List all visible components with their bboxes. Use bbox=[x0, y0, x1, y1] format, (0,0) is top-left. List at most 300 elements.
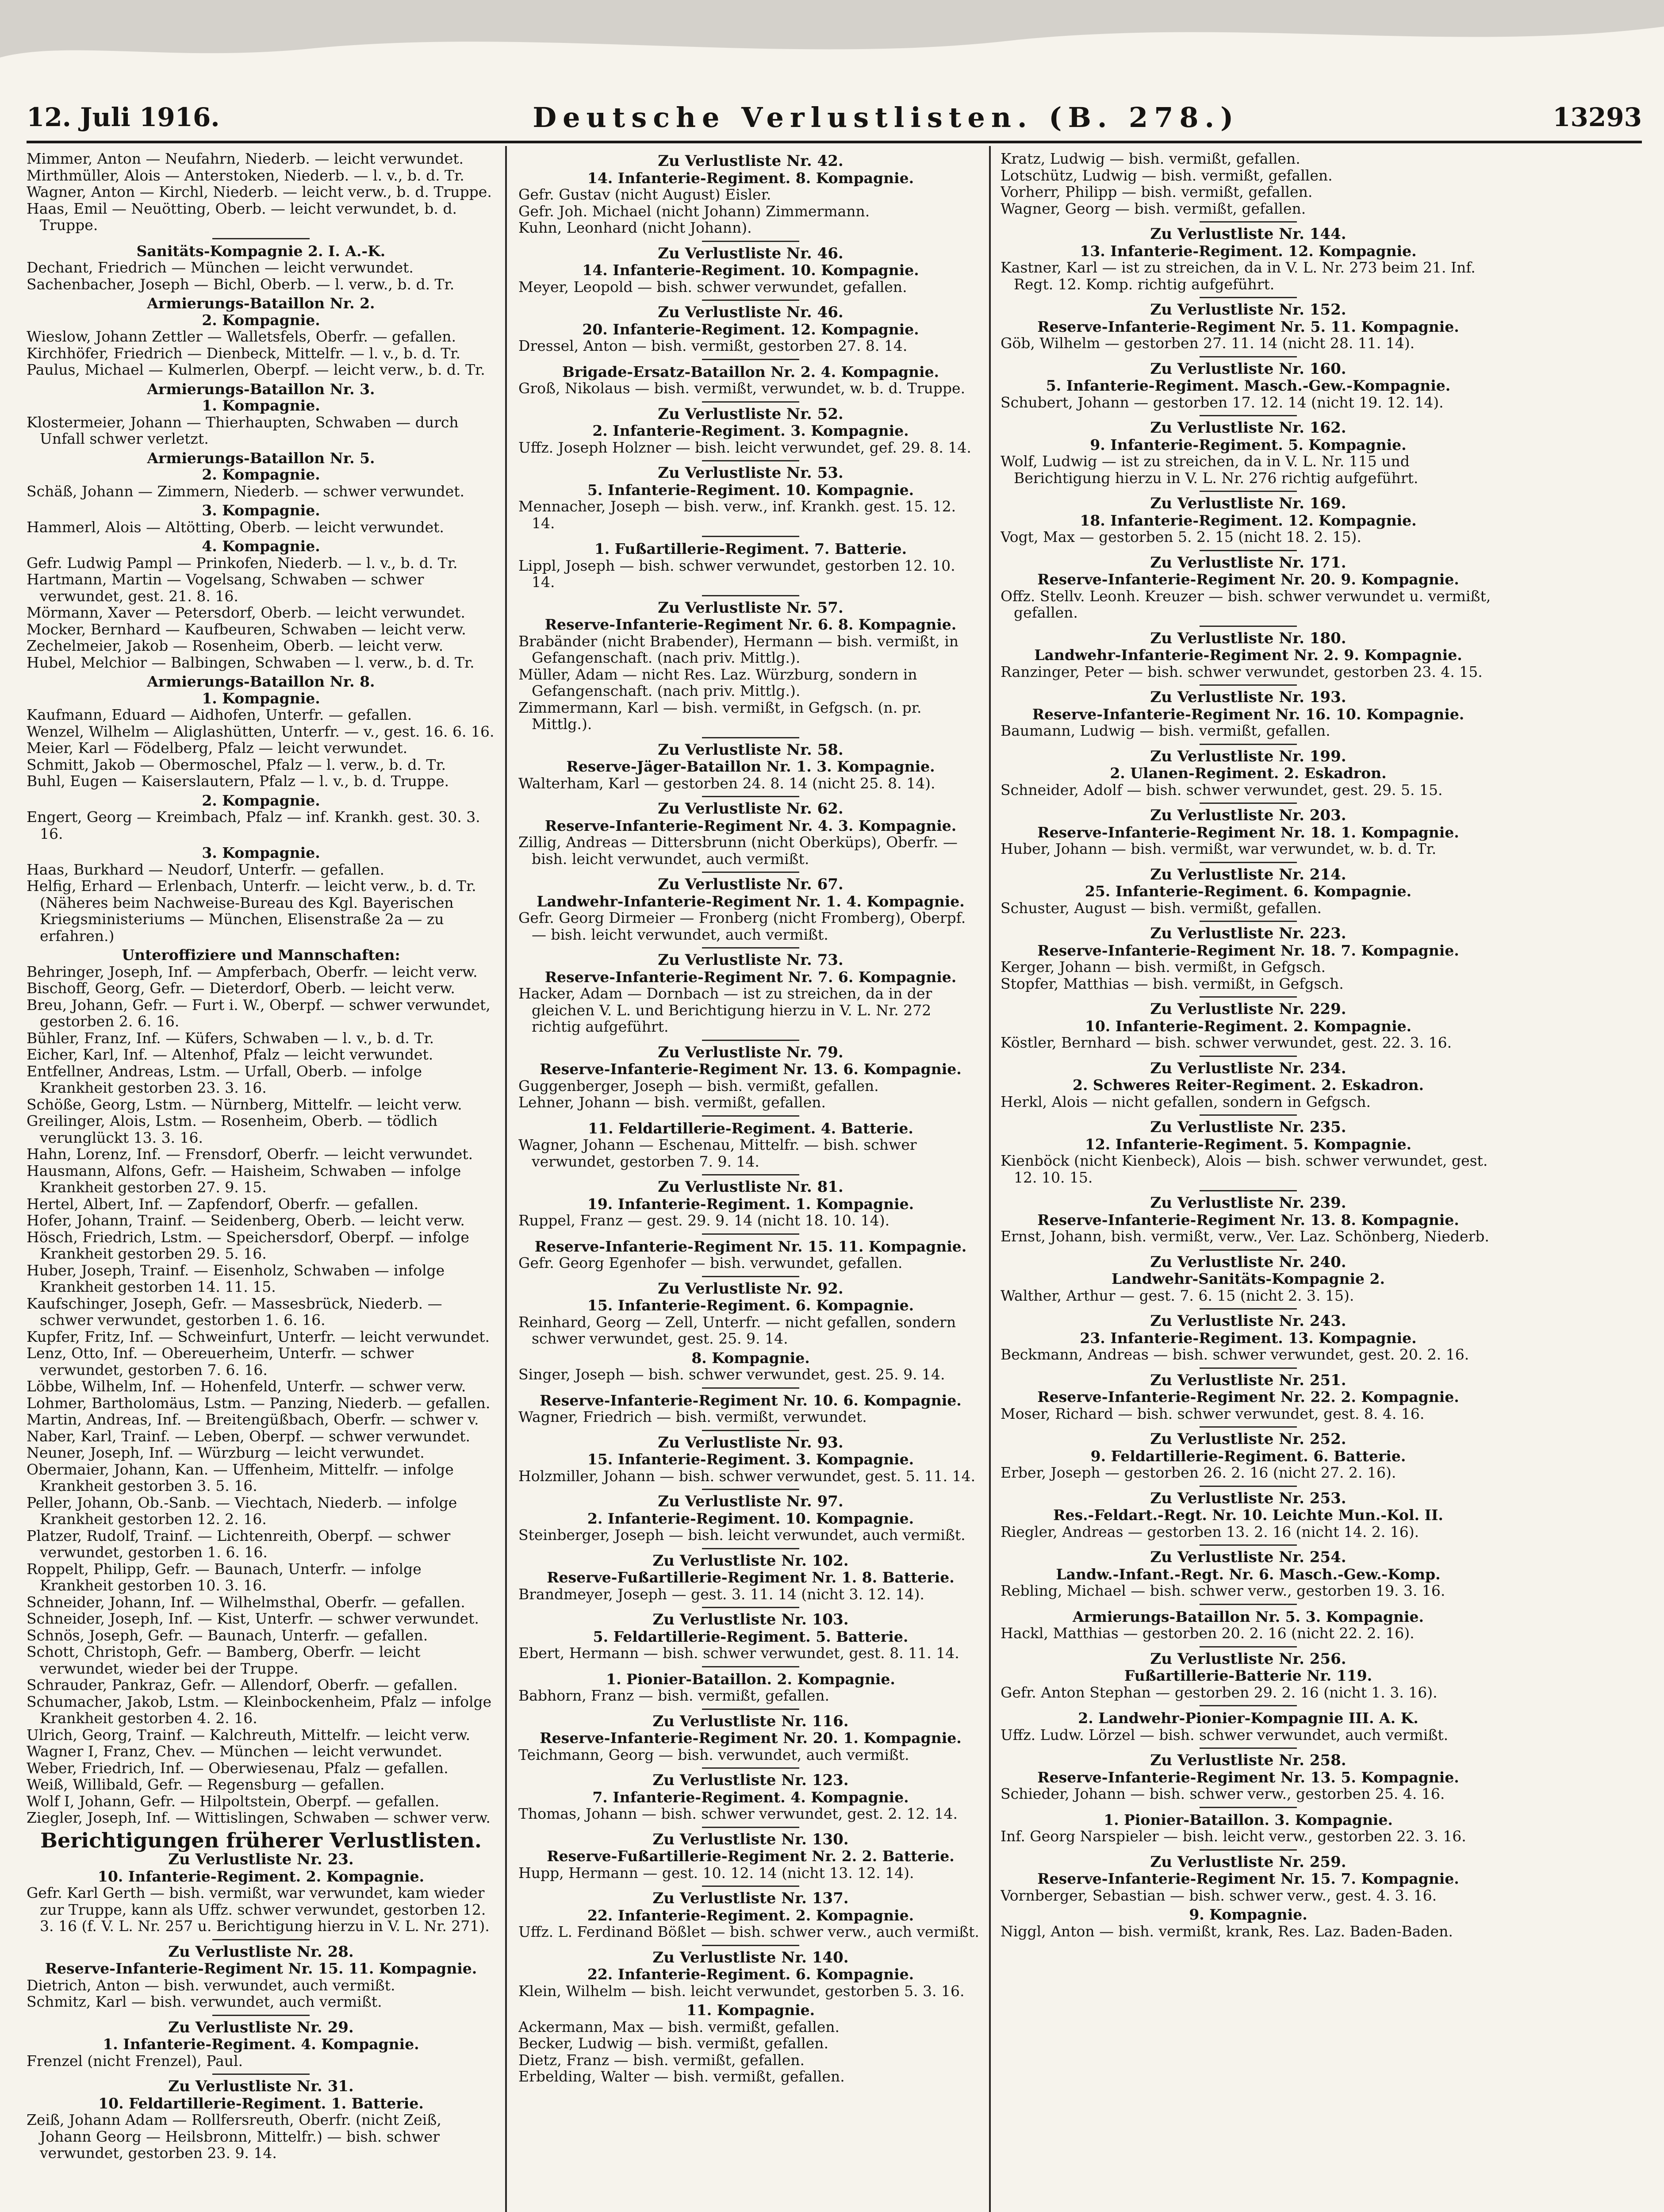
casualty-entry: Helfig, Erhard — Erlenbach, Unterfr. — leicht verw., b. d. Tr. (Näheres beim Nachweise-Bureau des Kgl. Bayerischen Kriegsministeriums — München, Elisenstraße 2a — zu erfahren.) bbox=[27, 877, 476, 945]
unit-heading: 2. Schweres Reiter-Regiment. 2. Eskadron. bbox=[1072, 1076, 1424, 1094]
unit-heading: Landwehr-Infanterie-Regiment Nr. 1. 4. Kompagnie. bbox=[537, 892, 965, 910]
casualty-entry: Walterham, Karl — gestorben 24. 8. 14 (nicht 25. 8. 14). bbox=[518, 774, 936, 792]
section-separator bbox=[702, 1115, 799, 1117]
section-separator bbox=[1200, 1807, 1297, 1808]
section-separator bbox=[1200, 1604, 1297, 1605]
list-reference: Zu Verlustliste Nr. 199. bbox=[1150, 747, 1346, 765]
casualty-section bbox=[1001, 996, 1496, 1051]
casualty-section bbox=[518, 1607, 983, 1662]
section-separator bbox=[1200, 1426, 1297, 1428]
unit-heading: Brigade-Ersatz-Bataillon Nr. 2. 4. Kompagnie. bbox=[562, 363, 939, 380]
company-subheading: Unteroffiziere und Mannschaften: bbox=[122, 946, 400, 964]
unit-heading: 1. Pionier-Bataillon. 3. Kompagnie. bbox=[1104, 1811, 1393, 1828]
list-reference: Zu Verlustliste Nr. 180. bbox=[1150, 629, 1346, 647]
list-reference: Zu Verlustliste Nr. 252. bbox=[1150, 1430, 1346, 1448]
section-separator bbox=[702, 1489, 799, 1490]
header-edition: (B. 278.) bbox=[1049, 101, 1240, 134]
casualty-section bbox=[1001, 1190, 1496, 1245]
casualty-section bbox=[1001, 1807, 1496, 1845]
list-reference: Zu Verlustliste Nr. 254. bbox=[1150, 1548, 1346, 1566]
casualty-section bbox=[1001, 1906, 1496, 1939]
casualty-entry: Gefr. Anton Stephan — gestorben 29. 2. 16 (nicht 1. 3. 16). bbox=[1001, 1683, 1438, 1701]
section-separator bbox=[1200, 626, 1297, 627]
casualty-section bbox=[518, 460, 983, 531]
unit-heading: 25. Infanterie-Regiment. 6. Kompagnie. bbox=[1085, 883, 1412, 900]
section-separator bbox=[1200, 1190, 1297, 1191]
list-reference: Zu Verlustliste Nr. 259. bbox=[1150, 1853, 1346, 1871]
list-reference: Zu Verlustliste Nr. 73. bbox=[658, 951, 844, 969]
unit-heading: Reserve-Infanterie-Regiment Nr. 13. 5. Kompagnie. bbox=[1037, 1768, 1459, 1786]
casualty-entry: Ebert, Hermann — bish. schwer verwundet, gest. 8. 11. 14. bbox=[518, 1644, 959, 1662]
casualty-entry: Meyer, Leopold — bish. schwer verwundet, gefallen. bbox=[518, 278, 907, 296]
unit-heading: Reserve-Infanterie-Regiment Nr. 15. 11. Kompagnie. bbox=[534, 1237, 967, 1255]
casualty-section bbox=[1001, 862, 1496, 917]
unit-heading: 14. Infanterie-Regiment. 10. Kompagnie. bbox=[582, 261, 919, 279]
casualty-section bbox=[518, 2002, 983, 2085]
section-separator bbox=[1200, 1114, 1297, 1116]
casualty-entry: Lotschütz, Ludwig — bish. vermißt, gefallen. bbox=[1001, 166, 1333, 184]
unit-heading: 10. Feldartillerie-Regiment. 1. Batterie. bbox=[98, 2094, 424, 2112]
section-separator bbox=[702, 460, 799, 461]
section-separator bbox=[1200, 356, 1297, 357]
casualty-entry: Schuster, August — bish. vermißt, gefallen. bbox=[1001, 899, 1322, 917]
unit-heading: Armierungs-Bataillon Nr. 2. bbox=[147, 295, 375, 312]
casualty-entry: Dietz, Franz — bish. vermißt, gefallen. bbox=[518, 2051, 805, 2069]
casualty-section bbox=[1001, 1426, 1496, 1481]
casualty-section bbox=[518, 737, 983, 792]
casualty-section bbox=[27, 792, 495, 842]
unit-heading: Landwehr-Infanterie-Regiment Nr. 2. 9. Kompagnie. bbox=[1034, 646, 1462, 664]
list-reference: Zu Verlustliste Nr. 28. bbox=[168, 1943, 354, 1961]
casualty-entry: Bühler, Franz, Inf. — Küfers, Schwaben — l. v., b. d. Tr. bbox=[27, 1029, 434, 1047]
casualty-section bbox=[27, 450, 495, 500]
company-subheading: 4. Kompagnie. bbox=[202, 538, 320, 555]
casualty-entry: Teichmann, Georg — bish. verwundet, auch vermißt. bbox=[518, 1746, 909, 1763]
casualty-entry: Niggl, Anton — bish. vermißt, krank, Res. Laz. Baden-Baden. bbox=[1001, 1922, 1453, 1940]
casualty-section bbox=[518, 1666, 983, 1704]
casualty-entry: Vogt, Max — gestorben 5. 2. 15 (nicht 18. 2. 15). bbox=[1001, 528, 1361, 545]
list-reference: Zu Verlustliste Nr. 140. bbox=[652, 1948, 849, 1966]
list-reference: Zu Verlustliste Nr. 29. bbox=[168, 2018, 354, 2036]
header-page-number: 13293 bbox=[1553, 102, 1642, 132]
list-reference: Zu Verlustliste Nr. 130. bbox=[652, 1830, 849, 1848]
unit-heading: 2. Infanterie-Regiment. 10. Kompagnie. bbox=[587, 1509, 914, 1527]
unit-heading: Landwehr-Sanitäts-Kompagnie 2. bbox=[1112, 1270, 1385, 1287]
casualty-entry: Wolf, Ludwig — ist zu streichen, da in V. L. Nr. 115 und Berichtigung hierzu in V. L. Nr. 276 richtig aufgeführt. bbox=[1001, 453, 1419, 487]
casualty-entry: Guggenberger, Joseph — bish. vermißt, gefallen. bbox=[518, 1077, 879, 1094]
casualty-section bbox=[518, 401, 983, 456]
casualty-entry: Hammerl, Alois — Altötting, Oberb. — leicht verwundet. bbox=[27, 518, 444, 536]
unit-heading: Reserve-Infanterie-Regiment Nr. 13. 8. Kompagnie. bbox=[1037, 1211, 1459, 1229]
section-separator bbox=[1200, 1486, 1297, 1487]
unit-heading: 15. Infanterie-Regiment. 3. Kompagnie. bbox=[587, 1451, 914, 1468]
company-subheading: 3. Kompagnie. bbox=[202, 844, 320, 861]
casualty-entry: Ruppel, Franz — gest. 29. 9. 14 (nicht 18. 10. 14). bbox=[518, 1212, 890, 1229]
section-separator bbox=[702, 536, 799, 537]
unit-heading: 13. Infanterie-Regiment. 12. Kompagnie. bbox=[1080, 242, 1417, 260]
casualty-section bbox=[518, 1040, 983, 1111]
casualty-entry: Kratz, Ludwig — bish. vermißt, gefallen. bbox=[1001, 150, 1300, 167]
casualty-entry: Wagner I, Franz, Chev. — München — leicht verwundet. bbox=[27, 1743, 443, 1760]
section-separator bbox=[702, 796, 799, 797]
casualty-entry: Behringer, Joseph, Inf. — Ampferbach, Oberfr. — leicht verw. bbox=[27, 963, 478, 980]
section-separator bbox=[702, 1607, 799, 1608]
list-reference: Zu Verlustliste Nr. 67. bbox=[658, 876, 844, 893]
unit-heading: Fußartillerie-Batterie Nr. 119. bbox=[1124, 1667, 1373, 1684]
column-2 bbox=[518, 150, 983, 2212]
section-separator bbox=[212, 2074, 310, 2075]
casualty-entry: Ziegler, Joseph, Inf. — Wittislingen, Schwaben — schwer verw. bbox=[27, 1809, 491, 1826]
section-separator bbox=[212, 2015, 310, 2016]
casualty-entry: Weber, Friedrich, Inf. — Oberwiesenau, Pfalz — gefallen. bbox=[27, 1759, 449, 1777]
list-reference: Zu Verlustliste Nr. 81. bbox=[658, 1178, 844, 1196]
casualty-entry: Uffz. Joseph Holzner — bish. leicht verwundet, gef. 29. 8. 14. bbox=[518, 438, 971, 456]
section-separator bbox=[702, 300, 799, 301]
casualty-section bbox=[518, 1115, 983, 1170]
casualty-section bbox=[518, 536, 983, 591]
casualty-entry: Kerger, Johann — bish. vermißt, in Gefgsch. bbox=[1001, 958, 1326, 975]
casualty-entry: Schmitt, Jakob — Obermoschel, Pfalz — l. verw., b. d. Tr. bbox=[27, 756, 446, 773]
casualty-entry: Schneider, Joseph, Inf. — Kist, Unterfr. — schwer verwundet. bbox=[27, 1610, 479, 1627]
company-subheading: 8. Kompagnie. bbox=[691, 1349, 810, 1367]
casualty-entry: Mimmer, Anton — Neufahrn, Niederb. — leicht verwundet. bbox=[27, 150, 464, 167]
list-reference: Zu Verlustliste Nr. 203. bbox=[1150, 806, 1346, 824]
unit-heading: 10. Infanterie-Regiment. 2. Kompagnie. bbox=[97, 1867, 425, 1885]
casualty-entry: Wagner, Georg — bish. vermißt, gefallen. bbox=[1001, 200, 1306, 217]
casualty-section bbox=[1001, 1249, 1496, 1304]
casualty-entry: Schnös, Joseph, Gefr. — Baunach, Unterfr. — gefallen. bbox=[27, 1626, 428, 1644]
unit-heading: Reserve-Fußartillerie-Regiment Nr. 2. 2. Batterie. bbox=[547, 1847, 955, 1865]
casualty-entry: Schubert, Johann — gestorben 17. 12. 14 (nicht 19. 12. 14). bbox=[1001, 393, 1444, 411]
casualty-entry: Zillig, Andreas — Dittersbrunn (nicht Oberküps), Oberfr. — bish. leicht verwundet, auch vermißt. bbox=[518, 833, 958, 868]
section-separator bbox=[1200, 744, 1297, 745]
section-separator bbox=[1200, 1747, 1297, 1749]
corrections-heading: Berichtigungen früherer Verlustlisten. bbox=[40, 1828, 482, 1852]
casualty-section bbox=[518, 241, 983, 296]
list-reference: Zu Verlustliste Nr. 123. bbox=[652, 1771, 849, 1789]
casualty-section bbox=[1001, 1747, 1496, 1802]
casualty-entry: Hausmann, Alfons, Gefr. — Haisheim, Schwaben — infolge Krankheit gestorben 27. 9. 15. bbox=[27, 1162, 461, 1196]
list-reference: Zu Verlustliste Nr. 243. bbox=[1150, 1312, 1346, 1330]
list-reference: Zu Verlustliste Nr. 258. bbox=[1150, 1751, 1346, 1769]
casualty-entry: Frenzel (nicht Frenzel), Paul. bbox=[27, 2052, 243, 2070]
casualty-section bbox=[518, 1174, 983, 1229]
list-reference: Zu Verlustliste Nr. 46. bbox=[658, 303, 844, 321]
section-separator bbox=[212, 238, 310, 239]
casualty-entry: Moser, Richard — bish. schwer verwundet, gest. 8. 4. 16. bbox=[1001, 1405, 1425, 1422]
section-separator bbox=[1200, 1544, 1297, 1546]
unit-heading: Landw.-Infant.-Regt. Nr. 6. Masch.-Gew.-Komp. bbox=[1056, 1565, 1441, 1583]
casualty-entry: Martin, Andreas, Inf. — Breitengüßbach, Oberfr. — schwer v. bbox=[27, 1411, 479, 1428]
casualty-section bbox=[27, 1939, 495, 2010]
list-reference: Zu Verlustliste Nr. 152. bbox=[1150, 301, 1346, 319]
casualty-section bbox=[518, 153, 983, 236]
section-separator bbox=[702, 1666, 799, 1667]
unit-heading: 23. Infanterie-Regiment. 13. Kompagnie. bbox=[1080, 1329, 1417, 1347]
casualty-entry: Riegler, Andreas — gestorben 13. 2. 16 (nicht 14. 2. 16). bbox=[1001, 1523, 1419, 1540]
unit-heading: 19. Infanterie-Regiment. 1. Kompagnie. bbox=[587, 1195, 914, 1213]
casualty-entry: Löbbe, Wilhelm, Inf. — Hohenfeld, Unterfr. — schwer verw. bbox=[27, 1378, 466, 1395]
casualty-entry: Holzmiller, Johann — bish. schwer verwundet, gest. 5. 11. 14. bbox=[518, 1467, 976, 1485]
casualty-entry: Schneider, Johann, Inf. — Wilhelmsthal, Oberfr. — gefallen. bbox=[27, 1593, 465, 1611]
casualty-section bbox=[1001, 1114, 1496, 1186]
list-reference: Zu Verlustliste Nr. 93. bbox=[658, 1433, 844, 1452]
casualty-section bbox=[1001, 921, 1496, 992]
casualty-entry: Gefr. Gustav (nicht August) Eisler. bbox=[518, 186, 771, 203]
section-separator bbox=[1200, 996, 1297, 998]
casualty-entry: Hahn, Lorenz, Inf. — Frensdorf, Oberfr. — leicht verwundet. bbox=[27, 1145, 473, 1163]
unit-heading: Reserve-Infanterie-Regiment Nr. 20. 1. Kompagnie. bbox=[540, 1729, 962, 1747]
unit-heading: Armierungs-Bataillon Nr. 5. bbox=[147, 449, 375, 467]
section-separator bbox=[702, 947, 799, 949]
casualty-entry: Buhl, Eugen — Kaiserslautern, Pfalz — l. v., b. d. Truppe. bbox=[27, 772, 449, 790]
header-title-text: Deutsche Verlustlisten. bbox=[533, 101, 1033, 134]
casualty-entry: Brabänder (nicht Brabender), Hermann — bish. vermißt, in Gefangenschaft. (nach priv. Mittlg.). bbox=[518, 632, 959, 666]
company-subheading: 1. Kompagnie. bbox=[202, 689, 320, 707]
casualty-section bbox=[1001, 626, 1496, 680]
casualty-section bbox=[1001, 1308, 1496, 1363]
casualty-entry: Mennacher, Joseph — bish. verw., inf. Krankh. gest. 15. 12. 14. bbox=[518, 498, 956, 532]
unit-heading: Reserve-Infanterie-Regiment Nr. 15. 11. Kompagnie. bbox=[45, 1960, 477, 1977]
casualty-entry: Gefr. Ludwig Pampl — Prinkofen, Niederb. — l. v., b. d. Tr. bbox=[27, 554, 458, 572]
casualty-entry: Thomas, Johann — bish. schwer verwundet, gest. 2. 12. 14. bbox=[518, 1805, 958, 1822]
unit-heading: 5. Infanterie-Regiment. 10. Kompagnie. bbox=[587, 481, 914, 499]
casualty-entry: Hubel, Melchior — Balbingen, Schwaben — l. verw., b. d. Tr. bbox=[27, 653, 475, 671]
casualty-section bbox=[518, 1233, 983, 1271]
section-separator bbox=[702, 1430, 799, 1431]
unit-heading: Reserve-Infanterie-Regiment Nr. 15. 7. Kompagnie. bbox=[1037, 1870, 1459, 1887]
casualty-entry: Brandmeyer, Joseph — gest. 3. 11. 14 (nicht 3. 12. 14). bbox=[518, 1585, 924, 1603]
casualty-entry: Vorherr, Philipp — bish. vermißt, gefallen. bbox=[1001, 183, 1313, 200]
casualty-entry: Mörmann, Xaver — Petersdorf, Oberb. — leicht verwundet. bbox=[27, 604, 465, 621]
casualty-entry: Kienböck (nicht Kienbeck), Alois — bish. schwer verwundet, gest. 12. 10. 15. bbox=[1001, 1152, 1488, 1186]
casualty-entry: Wenzel, Wilhelm — Aliglashütten, Unterfr. — v., gest. 16. 6. 16. bbox=[27, 722, 495, 740]
casualty-section bbox=[27, 673, 495, 790]
casualty-section bbox=[27, 295, 495, 378]
section-separator bbox=[1200, 1646, 1297, 1647]
unit-heading: Res.-Feldart.-Regt. Nr. 10. Leichte Mun.-Kol. II. bbox=[1053, 1506, 1443, 1524]
casualty-entry: Wagner, Friedrich — bish. vermißt, verwundet. bbox=[518, 1408, 867, 1425]
section-separator bbox=[1200, 415, 1297, 416]
section-separator bbox=[702, 1886, 799, 1887]
list-reference: Zu Verlustliste Nr. 251. bbox=[1150, 1371, 1346, 1389]
unit-heading: Reserve-Infanterie-Regiment Nr. 7. 6. Kompagnie. bbox=[544, 968, 957, 986]
casualty-entry: Wolf I, Johann, Gefr. — Hilpoltstein, Oberpf. — gefallen. bbox=[27, 1792, 440, 1810]
casualty-section bbox=[27, 381, 495, 447]
casualty-entry: Walther, Arthur — gest. 7. 6. 15 (nicht 2. 3. 15). bbox=[1001, 1286, 1354, 1304]
unit-heading: Armierungs-Bataillon Nr. 3. bbox=[147, 380, 375, 398]
casualty-entry: Steinberger, Joseph — bish. leicht verwundet, auch vermißt. bbox=[518, 1526, 966, 1544]
casualty-section bbox=[1001, 803, 1496, 857]
casualty-section bbox=[518, 1767, 983, 1822]
section-separator bbox=[702, 872, 799, 873]
casualty-entry: Haas, Burkhard — Neudorf, Unterfr. — gefallen. bbox=[27, 860, 384, 878]
section-separator bbox=[1200, 1705, 1297, 1706]
casualty-section bbox=[1001, 415, 1496, 486]
list-reference: Zu Verlustliste Nr. 160. bbox=[1150, 360, 1346, 378]
header-date: 12. Juli 1916. bbox=[27, 102, 220, 132]
casualty-section bbox=[518, 595, 983, 733]
casualty-entry: Reinhard, Georg — Zell, Unterfr. — nicht gefallen, sondern schwer verwundet, gest. 25. 9. 14. bbox=[518, 1313, 956, 1347]
list-reference: Zu Verlustliste Nr. 92. bbox=[658, 1279, 844, 1298]
casualty-section bbox=[518, 300, 983, 354]
casualty-section bbox=[518, 872, 983, 943]
casualty-section bbox=[1001, 684, 1496, 739]
list-reference: Zu Verlustliste Nr. 42. bbox=[658, 152, 844, 170]
casualty-entry: Kastner, Karl — ist zu streichen, da in V. L. Nr. 273 beim 21. Inf. Regt. 12. Komp. richtig aufgeführt. bbox=[1001, 259, 1476, 293]
casualty-entry: Kirchhöfer, Friedrich — Dienbeck, Mittelfr. — l. v., b. d. Tr. bbox=[27, 344, 460, 362]
unit-heading: Sanitäts-Kompagnie 2. I. A.-K. bbox=[136, 242, 386, 260]
casualty-section bbox=[518, 796, 983, 867]
unit-heading: 22. Infanterie-Regiment. 6. Kompagnie. bbox=[587, 1966, 914, 1983]
casualty-entry: Paulus, Michael — Kulmerlen, Oberpf. — leicht verw., b. d. Tr. bbox=[27, 361, 485, 378]
casualty-section bbox=[27, 238, 495, 293]
casualty-entry: Hartmann, Martin — Vogelsang, Schwaben — schwer verwundet, gest. 21. 8. 16. bbox=[27, 571, 424, 605]
casualty-entry: Uffz. Ludw. Lörzel — bish. schwer verwundet, auch vermißt. bbox=[1001, 1726, 1449, 1743]
unit-heading: 5. Infanterie-Regiment. Masch.-Gew.-Kompagnie. bbox=[1046, 377, 1451, 394]
casualty-entry: Vornberger, Sebastian — bish. schwer verw., gest. 4. 3. 16. bbox=[1001, 1886, 1437, 1904]
company-subheading: 11. Kompagnie. bbox=[686, 2001, 815, 2019]
casualty-entry: Kaufschinger, Joseph, Gefr. — Massesbrück, Niederb. — schwer verwundet, gestorben 1. 6. 16. bbox=[27, 1294, 442, 1329]
casualty-entry: Inf. Georg Narspieler — bish. leicht verw., gestorben 22. 3. 16. bbox=[1001, 1828, 1466, 1845]
section-separator bbox=[1200, 1056, 1297, 1057]
casualty-section bbox=[1001, 1849, 1496, 1904]
section-separator bbox=[702, 1276, 799, 1277]
unit-heading: 10. Infanterie-Regiment. 2. Kompagnie. bbox=[1085, 1017, 1412, 1035]
casualty-section bbox=[518, 1387, 983, 1425]
page-header bbox=[27, 93, 1642, 142]
casualty-entry: Groß, Nikolaus — bish. vermißt, verwundet, w. b. d. Truppe. bbox=[518, 380, 966, 397]
company-subheading: 2. Kompagnie. bbox=[202, 466, 320, 483]
casualty-entry: Weiß, Willibald, Gefr. — Regensburg — gefallen. bbox=[27, 1776, 385, 1793]
unit-heading: 15. Infanterie-Regiment. 6. Kompagnie. bbox=[587, 1297, 914, 1314]
casualty-entry: Singer, Joseph — bish. schwer verwundet, gest. 25. 9. 14. bbox=[518, 1366, 945, 1383]
casualty-section bbox=[1001, 1544, 1496, 1599]
casualty-entry: Ranzinger, Peter — bish. schwer verwundet, gestorben 23. 4. 15. bbox=[1001, 663, 1483, 680]
casualty-section bbox=[518, 1886, 983, 1940]
list-reference: Zu Verlustliste Nr. 239. bbox=[1150, 1194, 1346, 1212]
casualty-section bbox=[27, 2074, 495, 2162]
casualty-entry: Huber, Johann — bish. vermißt, war verwundet, w. b. d. Tr. bbox=[1001, 840, 1437, 857]
casualty-section bbox=[518, 1350, 983, 1383]
casualty-entry: Meier, Karl — Födelberg, Pfalz — leicht verwundet. bbox=[27, 739, 408, 757]
section-separator bbox=[702, 359, 799, 360]
casualty-entry: Hupp, Hermann — gest. 10. 12. 14 (nicht 13. 12. 14). bbox=[518, 1864, 914, 1882]
casualty-section bbox=[518, 1489, 983, 1544]
casualty-entry: Schneider, Adolf — bish. schwer verwundet, gest. 29. 5. 15. bbox=[1001, 781, 1443, 799]
casualty-entry: Sachenbacher, Joseph — Bichl, Oberb. — l. verw., b. d. Tr. bbox=[27, 275, 455, 293]
list-reference: Zu Verlustliste Nr. 240. bbox=[1150, 1253, 1346, 1271]
casualty-entry: Bischoff, Georg, Gefr. — Dieterdorf, Oberb. — leicht verw. bbox=[27, 979, 455, 997]
unit-heading: Armierungs-Bataillon Nr. 8. bbox=[147, 673, 375, 690]
unit-heading: Reserve-Infanterie-Regiment Nr. 10. 6. Kompagnie. bbox=[540, 1391, 962, 1409]
print-speckle-top bbox=[0, 0, 1664, 97]
casualty-entry: Lenz, Otto, Inf. — Obereuerheim, Unterfr. — schwer verwundet, gestorben 7. 6. 16. bbox=[27, 1344, 414, 1379]
casualty-entry: Eicher, Karl, Inf. — Altenhof, Pfalz — leicht verwundet. bbox=[27, 1046, 433, 1063]
list-reference: Zu Verlustliste Nr. 256. bbox=[1150, 1650, 1346, 1668]
casualty-entry: Neuner, Joseph, Inf. — Würzburg — leicht verwundet. bbox=[27, 1444, 425, 1461]
list-reference: Zu Verlustliste Nr. 223. bbox=[1150, 925, 1346, 942]
unit-heading: 1. Fußartillerie-Regiment. 7. Batterie. bbox=[594, 540, 907, 557]
section-separator bbox=[1200, 491, 1297, 492]
casualty-entry: Mirthmüller, Alois — Anterstoken, Niederb. — l. v., b. d. Tr. bbox=[27, 166, 464, 184]
section-separator bbox=[702, 1387, 799, 1389]
section-separator bbox=[702, 1709, 799, 1710]
casualty-entry: Engert, Georg — Kreimbach, Pfalz — inf. Krankh. gest. 30. 3. 16. bbox=[27, 808, 480, 842]
column-1 bbox=[27, 150, 495, 2212]
unit-heading: 20. Infanterie-Regiment. 12. Kompagnie. bbox=[582, 320, 919, 338]
list-reference: Zu Verlustliste Nr. 214. bbox=[1150, 865, 1346, 883]
header-title bbox=[533, 101, 1239, 134]
section-separator bbox=[702, 1827, 799, 1828]
unit-heading: Reserve-Fußartillerie-Regiment Nr. 1. 8. Batterie. bbox=[547, 1569, 955, 1586]
casualty-entry: Entfellner, Andreas, Lstm. — Urfall, Oberb. — infolge Krankheit gestorben 23. 3. 16. bbox=[27, 1062, 422, 1096]
casualty-section bbox=[518, 1548, 983, 1603]
casualty-entry: Schieder, Johann — bish. schwer verw., gestorben 25. 4. 16. bbox=[1001, 1785, 1445, 1802]
casualty-entry: Beckmann, Andreas — bish. schwer verwundet, gest. 20. 2. 16. bbox=[1001, 1346, 1469, 1363]
unit-heading: 7. Infanterie-Regiment. 4. Kompagnie. bbox=[592, 1788, 909, 1806]
unit-heading: 12. Infanterie-Regiment. 5. Kompagnie. bbox=[1085, 1135, 1412, 1153]
casualty-entry: Kaufmann, Eduard — Aidhofen, Unterfr. — gefallen. bbox=[27, 706, 412, 723]
section-separator bbox=[212, 1939, 310, 1940]
casualty-entry: Hösch, Friedrich, Lstm. — Speichersdorf, Oberpf. — infolge Krankheit gestorben 29. 5. 16. bbox=[27, 1228, 469, 1262]
unit-heading: 18. Infanterie-Regiment. 12. Kompagnie. bbox=[1080, 511, 1417, 529]
casualty-entry: Haas, Emil — Neuötting, Oberb. — leicht verwundet, b. d. Truppe. bbox=[27, 200, 457, 234]
casualty-entry: Herkl, Alois — nicht gefallen, sondern in Gefgsch. bbox=[1001, 1093, 1371, 1110]
company-subheading: 2. Kompagnie. bbox=[202, 311, 320, 329]
section-separator bbox=[1200, 1849, 1297, 1851]
casualty-entry: Erbelding, Walter — bish. vermißt, gefallen. bbox=[518, 2068, 845, 2085]
casualty-section bbox=[1001, 150, 1496, 217]
list-reference: Zu Verlustliste Nr. 234. bbox=[1150, 1059, 1346, 1077]
casualty-entry: Wagner, Anton — Kirchl, Niederb. — leicht verw., b. d. Truppe. bbox=[27, 183, 492, 200]
casualty-entry: Dietrich, Anton — bish. verwundet, auch vermißt. bbox=[27, 1976, 395, 1994]
casualty-entry: Breu, Johann, Gefr. — Furt i. W., Oberpf. — schwer verwundet, gestorben 2. 6. 16. bbox=[27, 996, 491, 1030]
casualty-entry: Kuhn, Leonhard (nicht Johann). bbox=[518, 219, 752, 236]
casualty-entry: Hertel, Albert, Inf. — Zapfendorf, Oberfr. — gefallen. bbox=[27, 1195, 419, 1213]
casualty-entry: Hackl, Matthias — gestorben 20. 2. 16 (nicht 22. 2. 16). bbox=[1001, 1624, 1415, 1642]
unit-heading: 1. Pionier-Bataillon. 2. Kompagnie. bbox=[606, 1670, 895, 1688]
section-separator bbox=[1200, 862, 1297, 863]
section-separator bbox=[1200, 297, 1297, 298]
list-reference: Zu Verlustliste Nr. 144. bbox=[1150, 225, 1346, 243]
list-reference: Zu Verlustliste Nr. 137. bbox=[652, 1889, 849, 1907]
company-subheading: 3. Kompagnie. bbox=[202, 502, 320, 519]
header-rule bbox=[27, 141, 1642, 143]
column-3 bbox=[1001, 150, 1496, 2212]
section-separator bbox=[1200, 684, 1297, 686]
casualty-section bbox=[518, 1945, 983, 2000]
unit-heading: Reserve-Infanterie-Regiment Nr. 13. 6. Kompagnie. bbox=[540, 1060, 962, 1078]
casualty-entry: Gefr. Joh. Michael (nicht Johann) Zimmermann. bbox=[518, 202, 870, 220]
unit-heading: Reserve-Infanterie-Regiment Nr. 20. 9. Kompagnie. bbox=[1037, 571, 1459, 588]
casualty-entry: Lippl, Joseph — bish. schwer verwundet, gestorben 12. 10. 14. bbox=[518, 557, 955, 591]
section-separator bbox=[702, 595, 799, 596]
casualty-entry: Müller, Adam — nicht Res. Laz. Würzburg, sondern in Gefangenschaft. (nach priv. Mittlg.). bbox=[518, 665, 917, 699]
casualty-section bbox=[1001, 1705, 1496, 1743]
unit-heading: Armierungs-Bataillon Nr. 5. 3. Kompagnie. bbox=[1073, 1608, 1424, 1625]
casualty-entry: Rebling, Michael — bish. schwer verw., gestorben 19. 3. 16. bbox=[1001, 1582, 1445, 1599]
casualty-section bbox=[1001, 491, 1496, 545]
casualty-section bbox=[518, 1827, 983, 1882]
casualty-entry: Klein, Wilhelm — bish. leicht verwundet, gestorben 5. 3. 16. bbox=[518, 1982, 965, 2000]
casualty-entry: Schäß, Johann — Zimmern, Niederb. — schwer verwundet. bbox=[27, 482, 464, 500]
section-separator bbox=[702, 1174, 799, 1175]
unit-heading: 9. Infanterie-Regiment. 5. Kompagnie. bbox=[1090, 436, 1407, 453]
list-reference: Zu Verlustliste Nr. 229. bbox=[1150, 1000, 1346, 1018]
list-reference: Zu Verlustliste Nr. 57. bbox=[658, 599, 844, 617]
list-reference: Zu Verlustliste Nr. 103. bbox=[652, 1611, 849, 1628]
